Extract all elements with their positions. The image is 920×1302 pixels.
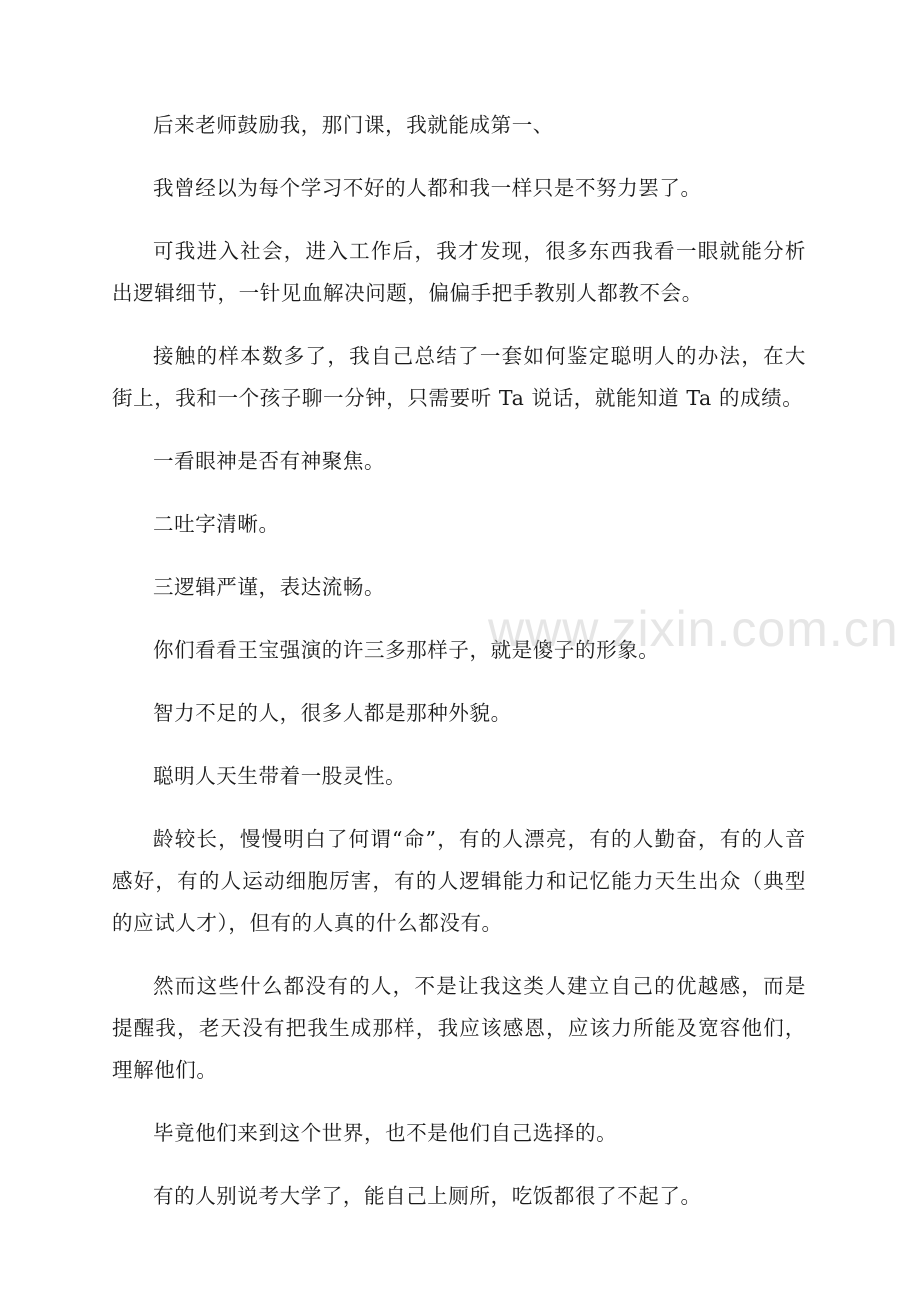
- watermark: www.zixin.com.cn: [488, 601, 899, 657]
- paragraph: 后来老师鼓励我，那门课，我就能成第一、: [153, 113, 554, 137]
- paragraph: 你们看看王宝强演的许三多那样子，就是傻子的形象。: [153, 638, 660, 662]
- paragraph: 有的人别说考大学了，能自己上厕所，吃饭都很了不起了。: [153, 1184, 702, 1208]
- paragraph: 智力不足的人，很多人都是那种外貌。: [153, 701, 512, 725]
- paragraph: 三逻辑严谨，表达流畅。: [153, 575, 386, 599]
- paragraph: 然而这些什么都没有的人，不是让我这类人建立自己的优越感，而是提醒我，老天没有把我生成那样，我应该感恩，应该力所能及宽容他们，理解他们。: [112, 974, 806, 1082]
- paragraph: 我曾经以为每个学习不好的人都和我一样只是不努力罢了。: [153, 176, 702, 200]
- document-body: [112, 104, 806, 1238]
- paragraph: 二吐字清晰。: [153, 512, 280, 536]
- paragraph: 聪明人天生带着一股灵性。: [153, 764, 407, 788]
- paragraph: 毕竟他们来到这个世界，也不是他们自己选择的。: [153, 1121, 618, 1145]
- paragraph: 接触的样本数多了，我自己总结了一套如何鉴定聪明人的办法，在大街上，我和一个孩子聊一分钟，只需要听 Ta 说话，就能知道 Ta 的成绩。: [112, 344, 806, 410]
- paragraph: 一看眼神是否有神聚焦。: [153, 449, 386, 473]
- paragraph: 龄较长，慢慢明白了何谓“命”，有的人漂亮，有的人勤奋，有的人音感好，有的人运动细胞厉害，有的人逻辑能力和记忆能力天生出众（典型的应试人才），但有的人真的什么都没有。: [112, 827, 806, 935]
- paragraph: 可我进入社会，进入工作后，我才发现，很多东西我看一眼就能分析出逻辑细节，一针见血解决问题，偏偏手把手教别人都教不会。: [112, 239, 806, 305]
